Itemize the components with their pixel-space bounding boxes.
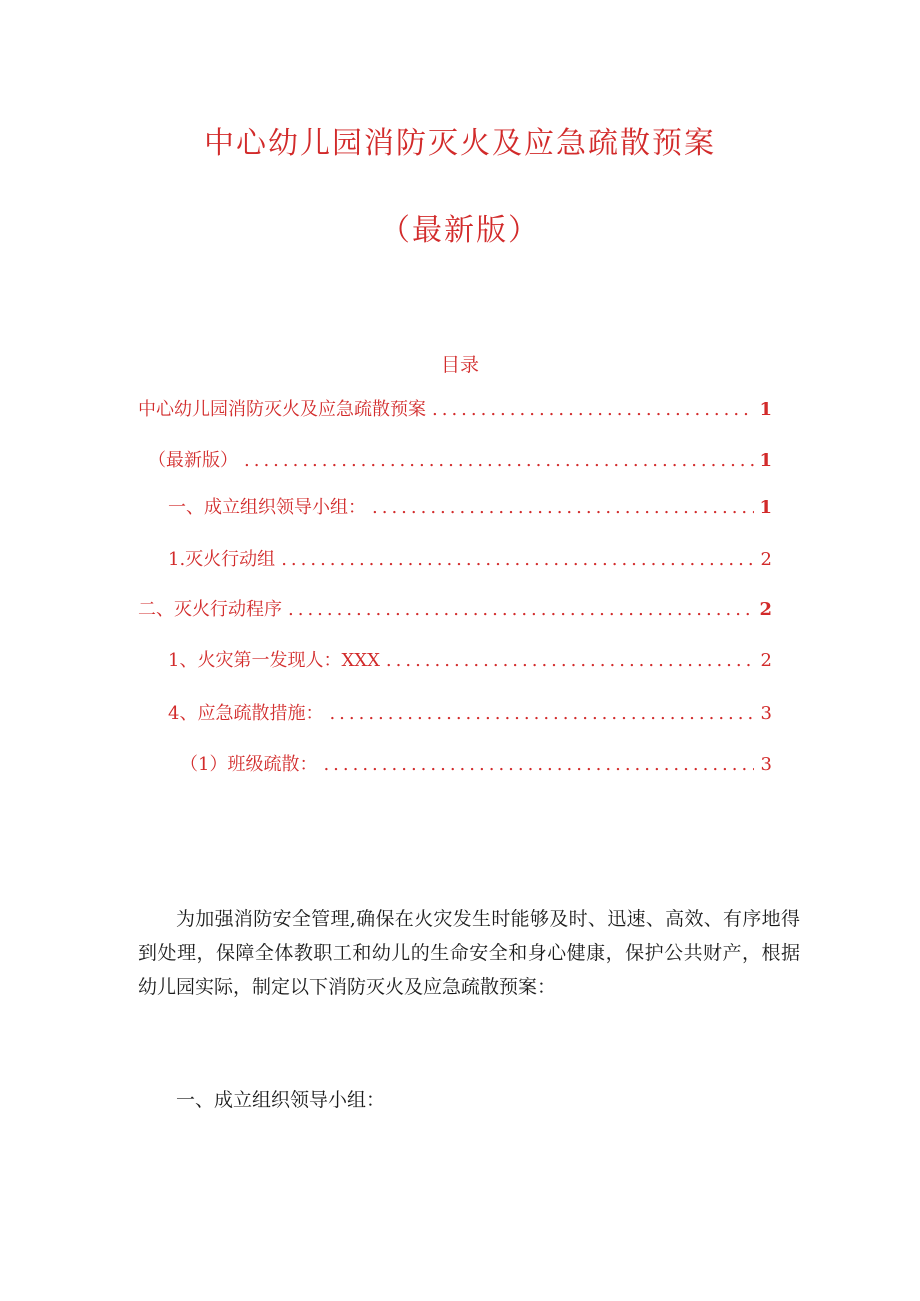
- toc-leader-dots: [366, 497, 754, 518]
- intro-paragraph: 为加强消防安全管理,确保在火灾发生时能够及时、迅速、高效、有序地得到处理，保障全体教职工和幼儿的生命安全和身心健康，保护公共财产，根据幼儿园实际，制定以下消防灭火及应急疏散预案：: [138, 908, 800, 998]
- document-subtitle: （最新版）: [380, 213, 540, 248]
- toc-entry-label: 1.灭火行动组: [168, 549, 276, 570]
- toc-entry-label: 中心幼儿园消防灭火及应急疏散预案: [138, 399, 426, 420]
- toc-leader-dots: [380, 650, 754, 671]
- toc-heading: 目录: [440, 354, 479, 376]
- toc-leader-dots: [275, 549, 754, 570]
- toc-entry-page: 3: [760, 754, 772, 775]
- section-heading: 一、成立组织领导小组：: [176, 1089, 386, 1111]
- toc-leader-dots: [238, 450, 754, 471]
- toc-entry[interactable]: [148, 446, 772, 476]
- toc-entry[interactable]: [168, 646, 772, 676]
- toc-entry-page: 2: [760, 549, 772, 570]
- toc-entry[interactable]: [180, 750, 772, 780]
- toc-entry-page: 3: [760, 703, 772, 724]
- toc-entry[interactable]: [168, 699, 772, 729]
- toc-entry-page: 1: [759, 399, 772, 420]
- toc-leader-dots: [323, 703, 754, 724]
- toc-entry-label: 一、成立组织领导小组：: [168, 497, 366, 518]
- document-title: 中心幼儿园消防灭火及应急疏散预案: [204, 126, 716, 161]
- toc-entry[interactable]: [138, 595, 772, 625]
- toc-entry-page: 2: [760, 650, 772, 671]
- toc-entry-label: 4、应急疏散措施：: [168, 703, 324, 724]
- toc-entry-label: （1）班级疏散：: [180, 754, 318, 775]
- toc-entry-label: 1、火灾第一发现人：XXX: [168, 650, 380, 671]
- toc-entry-page: 2: [759, 599, 772, 620]
- toc-entry-page: 1: [759, 497, 772, 518]
- toc-leader-dots: [317, 754, 754, 775]
- toc-leader-dots: [426, 399, 754, 420]
- toc-entry-label: （最新版）: [148, 450, 238, 471]
- toc-entry[interactable]: [168, 545, 772, 575]
- toc-entry[interactable]: [138, 395, 772, 425]
- toc-entry[interactable]: [168, 493, 772, 523]
- toc-leader-dots: [282, 599, 754, 620]
- toc-entry-page: 1: [759, 450, 772, 471]
- toc-entry-label: 二、灭火行动程序: [138, 599, 282, 620]
